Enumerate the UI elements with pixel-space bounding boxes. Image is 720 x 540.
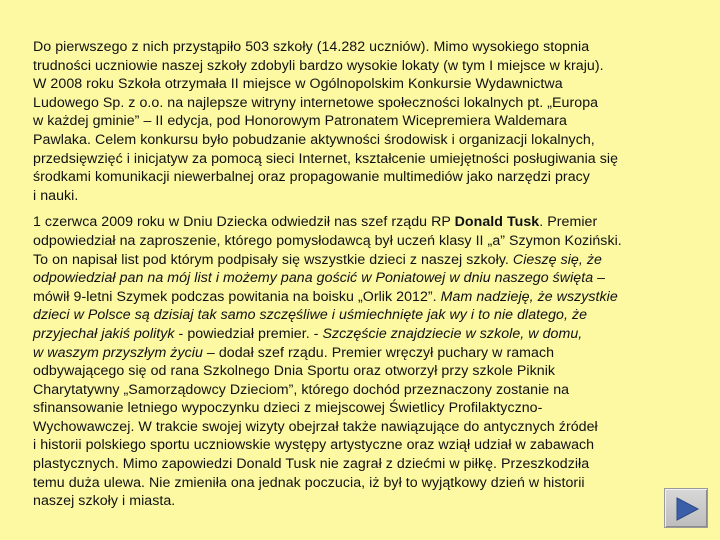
premier-name: Donald Tusk (454, 214, 540, 231)
quote-premier: Mam nadzieję, że wszystkie dzieci w Polsce są dzisiaj tak samo szczęśliwe i uśmiechnięte jak wy i to nie dlatego, że przyjechał jakiś polityk (33, 288, 618, 342)
paragraph-2-text: – dodał szef rządu. Premier wręczył puchary w ramach odbywającego się od rana Szkolnego Dnia Sportu oraz otworzył przy szkole Piknik Charytatywny „Samorządowcy Dzieciom”, którego dochód przeznaczony zostanie na sfinansowanie letniego wypoczynku dzieci z miejscowej Świetlicy Profilaktyczno- Wychowawczej. W trakcie swojej wizyty obejrzał także nawiązujące do antycznych źródeł i historii polskiego sportu uczniowskie występy artystyczne oraz wziął udział w zabawach plastycznych. Mimo zapowiedzi Donald Tusk nie zagrał z dziećmi w piłkę. Przeszkodziła temu duża ulewa. Nie zmieniła ona jednak poczucia, iż był to wyjątkowy dzień w historii naszej szkoły i miasta. (33, 344, 598, 510)
next-slide-button[interactable] (664, 488, 708, 528)
quote-premier-2: Szczęście znajdziecie w szkole, w domu, w waszym przyszłym życiu (33, 325, 583, 361)
play-triangle-icon (674, 496, 700, 522)
paragraph-2-text: 1 czerwca 2009 roku w Dniu Dziecka odwiedził nas szef rządu RP (33, 214, 455, 231)
paragraph-1: Do pierwszego z nich przystąpiło 503 szkoły (14.282 uczniów). Mimo wysokiego stopnia trudności uczniowie naszej szkoły zdobyli bardzo wysokie lokaty (w tym I miejsce w kraju). W 2008 roku Szkoła otrzymała II miejsce w Ogólnopolskim Konkursie Wydawnictwa Ludowego Sp. z o.o. na najlepsze witryny internetowe społeczności lokalnych pt. „Europa w każdej gminie” – II edycja, pod Honorowym Patronatem Wicepremiera Waldemara Pawlaka. Celem konkursu było pobudzanie aktywności środowisk i organizacji lokalnych, przedsięwzięć i inicjatyw za pomocą sieci Internet, kształcenie umiejętności posługiwania się środkami komunikacji niewerbalnej oraz propagowanie multimediów jako narzędzi pracy i nauki. (33, 39, 619, 204)
paragraph-2-text: - powiedział premier. - (174, 325, 323, 342)
quote-szymek: Cieszę się, że odpowiedział pan na mój list i możemy pana gościć w Poniatowej w dniu naszego święta (33, 251, 602, 287)
paragraph-2-text: – mówił 9-letni Szymek podczas powitania na boisku „Orlik 2012”. (33, 270, 606, 305)
paragraph-2 (33, 213, 693, 511)
slide-text (33, 38, 693, 519)
paragraph-2-text: . Premier odpowiedział na zaproszenie, którego pomysłodawcą był uczeń klasy II „a” Szymon Koziński. To on napisał list pod którym podpisały się wszystkie dzieci z naszej szkoły. (33, 214, 622, 268)
